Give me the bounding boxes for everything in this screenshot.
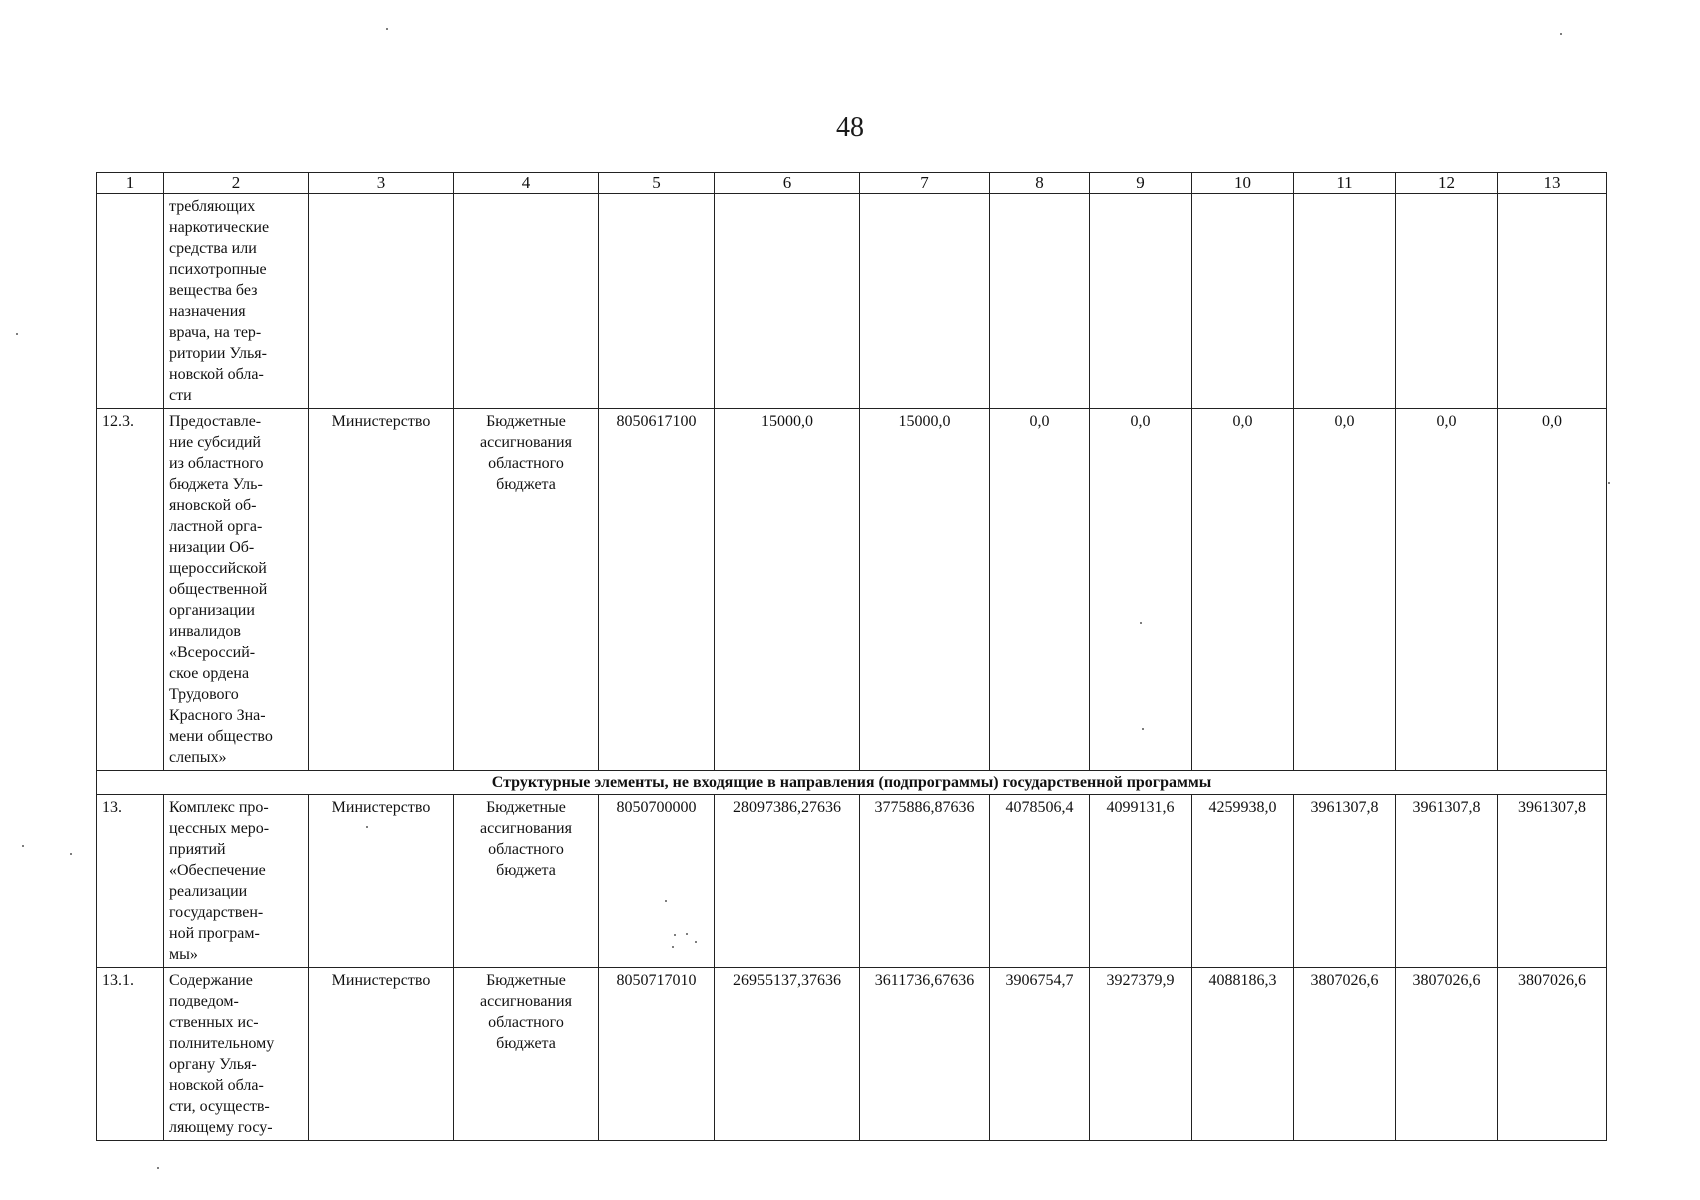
table-row [97,194,1607,409]
scan-speck [695,941,697,943]
executor-cell: Министерство [309,795,454,968]
scan-speck [16,333,18,335]
header-cell: 9 [1090,173,1192,194]
executor-cell [309,194,454,409]
value-cell: 3961307,8 [1396,795,1498,968]
value-cell: 3807026,6 [1396,968,1498,1141]
value-cell: 4088186,3 [1192,968,1294,1141]
scan-speck [1560,33,1562,35]
item-name: Предоставле- ние субсидий из областного бюджета Уль- яновской об- ластной орга- низации Об- щероссийской общественной организации инвалидов «Всероссий- ское ордена Трудового Красного Зна- мени общество слепых» [164,409,309,771]
item-name: требляющих наркотические средства или психотропные вещества без назначения врача, на тер- ритории Улья- новской обла- сти [164,194,309,409]
value-cell: 3906754,7 [990,968,1090,1141]
value-cell: 3775886,87636 [860,795,990,968]
code-cell [599,194,715,409]
scan-speck [70,853,72,855]
value-cell: 15000,0 [715,409,860,771]
value-cell [1294,194,1396,409]
header-cell: 5 [599,173,715,194]
value-cell: 0,0 [1498,409,1607,771]
value-cell: 4259938,0 [1192,795,1294,968]
value-cell [1090,194,1192,409]
code-cell: 8050717010 [599,968,715,1141]
header-row [97,173,1607,194]
value-cell: 3927379,9 [1090,968,1192,1141]
scan-speck [157,1167,159,1169]
code-cell: 8050617100 [599,409,715,771]
value-cell: 0,0 [1192,409,1294,771]
budget-table [96,172,1607,1141]
scan-speck [366,826,368,828]
value-cell [990,194,1090,409]
row-number: 13. [97,795,164,968]
header-cell: 10 [1192,173,1294,194]
value-cell [1498,194,1607,409]
scan-speck [674,934,676,936]
scan-speck [22,845,24,847]
value-cell: 26955137,37636 [715,968,860,1141]
value-cell [860,194,990,409]
header-cell: 3 [309,173,454,194]
scan-speck [665,900,667,902]
executor-cell: Министерство [309,968,454,1141]
source-cell: Бюджетные ассигнования областного бюджета [454,795,599,968]
header-cell: 8 [990,173,1090,194]
header-cell: 2 [164,173,309,194]
value-cell: 28097386,27636 [715,795,860,968]
header-cell: 12 [1396,173,1498,194]
header-cell: 6 [715,173,860,194]
table-row [97,409,1607,771]
value-cell: 15000,0 [860,409,990,771]
value-cell: 0,0 [1090,409,1192,771]
source-cell: Бюджетные ассигнования областного бюджета [454,968,599,1141]
table-row [97,968,1607,1141]
header-cell: 4 [454,173,599,194]
page-number: 48 [836,112,864,143]
value-cell: 4078506,4 [990,795,1090,968]
source-cell [454,194,599,409]
value-cell: 0,0 [990,409,1090,771]
row-number: 12.3. [97,409,164,771]
scan-speck [1608,482,1610,484]
value-cell: 3961307,8 [1498,795,1607,968]
header-cell: 7 [860,173,990,194]
source-cell: Бюджетные ассигнования областного бюджета [454,409,599,771]
section-title: Структурные элементы, не входящие в направления (подпрограммы) государственной программы [97,771,1607,795]
value-cell: 3807026,6 [1498,968,1607,1141]
section-header-row [97,771,1607,795]
value-cell: 3807026,6 [1294,968,1396,1141]
executor-cell: Министерство [309,409,454,771]
value-cell: 3961307,8 [1294,795,1396,968]
value-cell: 3611736,67636 [860,968,990,1141]
row-number: 13.1. [97,968,164,1141]
item-name: Комплекс про- цессных меро- приятий «Обеспечение реализации государствен- ной програм- мы» [164,795,309,968]
row-number [97,194,164,409]
scan-speck [1142,728,1144,730]
code-cell: 8050700000 [599,795,715,968]
scan-speck [1140,622,1142,624]
scan-speck [386,28,388,30]
value-cell: 0,0 [1294,409,1396,771]
scan-speck [672,946,674,948]
scan-speck [686,933,688,935]
item-name: Содержание подведом- ственных ис- полнительному органу Улья- новской обла- сти, осуществ- ляющему госу- [164,968,309,1141]
value-cell [1192,194,1294,409]
header-cell: 13 [1498,173,1607,194]
header-cell: 1 [97,173,164,194]
table-row [97,795,1607,968]
value-cell [1396,194,1498,409]
value-cell [715,194,860,409]
value-cell: 4099131,6 [1090,795,1192,968]
value-cell: 0,0 [1396,409,1498,771]
header-cell: 11 [1294,173,1396,194]
